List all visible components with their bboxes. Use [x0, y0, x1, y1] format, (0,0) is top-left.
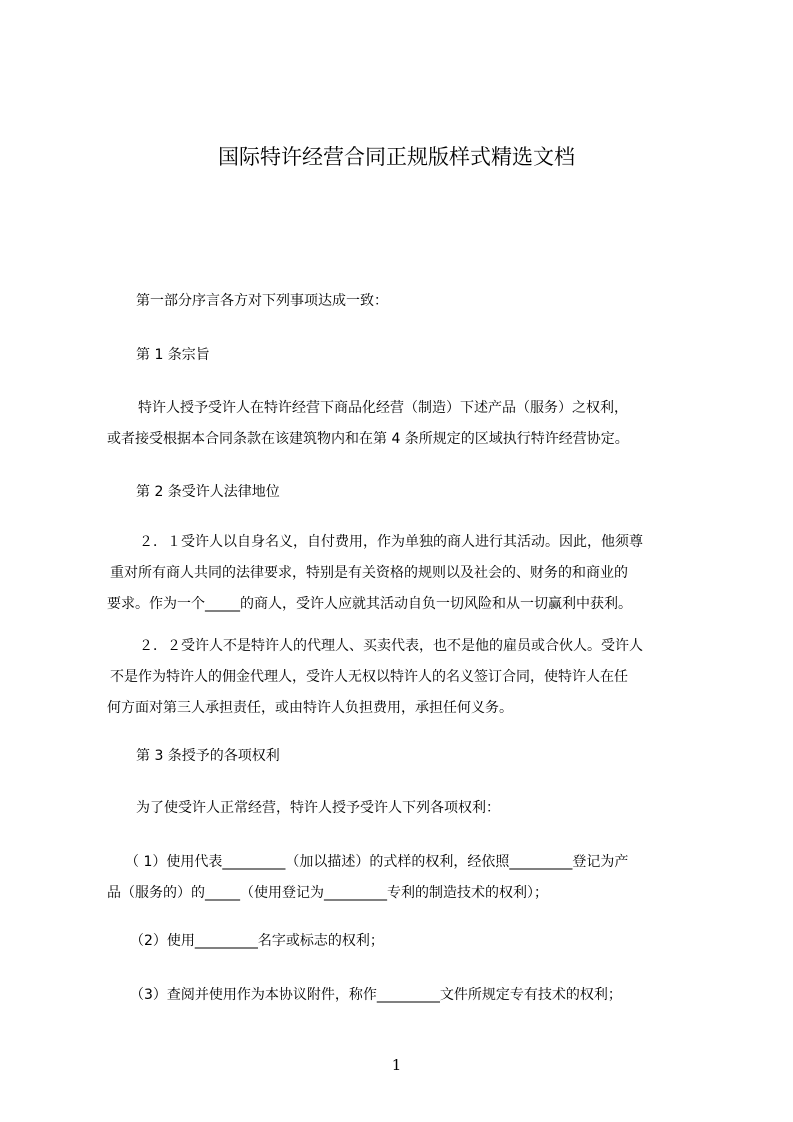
article-2-2-line-2: 不是作为特许人的佣金代理人，受许人无权以特许人的名义签订合同，使特许人在任 [110, 669, 628, 685]
article-2-1-line-1: ２．１受许人以自身名义，自付费用，作为单独的商人进行其活动。因此，他须尊 [139, 534, 643, 550]
article-2-1-paragraph [107, 527, 707, 620]
document-title: 国际特许经营合同正规版样式精选文档 [218, 145, 575, 169]
item-3-paragraph: （3）查阅并使用作为本协议附件，称作_________文件所规定专有技术的权利； [130, 987, 622, 1003]
preface-paragraph: 第一部分序言各方对下列事项达成一致： [136, 293, 388, 309]
article-3-heading: 第 3 条授予的各项权利 [136, 748, 280, 764]
article-2-2-line-3: 何方面对第三人承担责任，或由特许人负担费用，承担任何义务。 [107, 700, 513, 716]
item-1-line-2: 品（服务的）的_____（使用登记为_________专利的制造技术的权利）； [107, 885, 548, 901]
article-1-line-2: 或者接受根据本合同条款在该建筑物内和在第 4 条所规定的区域执行特许经营协定。 [107, 431, 629, 447]
article-2-2-line-1: ２．２受许人不是特许人的代理人、买卖代表，也不是他的雇员或合伙人。受许人 [139, 638, 643, 654]
article-2-1-line-3: 要求。作为一个_____的商人，受许人应就其活动自负一切风险和从一切赢利中获利。 [107, 596, 632, 612]
item-1-line-1: （ 1）使用代表_________（加以描述）的式样的权利，经依照_________登记为产 [125, 854, 629, 870]
article-1-paragraph [107, 393, 707, 455]
article-2-2-paragraph [107, 631, 707, 724]
page-number: 1 [391, 1056, 402, 1074]
article-1-heading: 第 1 条宗旨 [136, 347, 210, 363]
article-1-line-1: 特许人授予受许人在特许经营下商品化经营（制造）下述产品（服务）之权利， [138, 400, 628, 416]
article-2-1-line-2: 重对所有商人共同的法律要求，特别是有关资格的规则以及社会的、财务的和商业的 [110, 565, 628, 581]
item-1-paragraph [107, 847, 707, 909]
article-3-intro: 为了使受许人正常经营，特许人授予受许人下列各项权利： [136, 800, 500, 816]
item-2-paragraph: （2）使用_________名字或标志的权利； [130, 933, 384, 949]
article-2-heading: 第 2 条受许人法律地位 [136, 484, 280, 500]
